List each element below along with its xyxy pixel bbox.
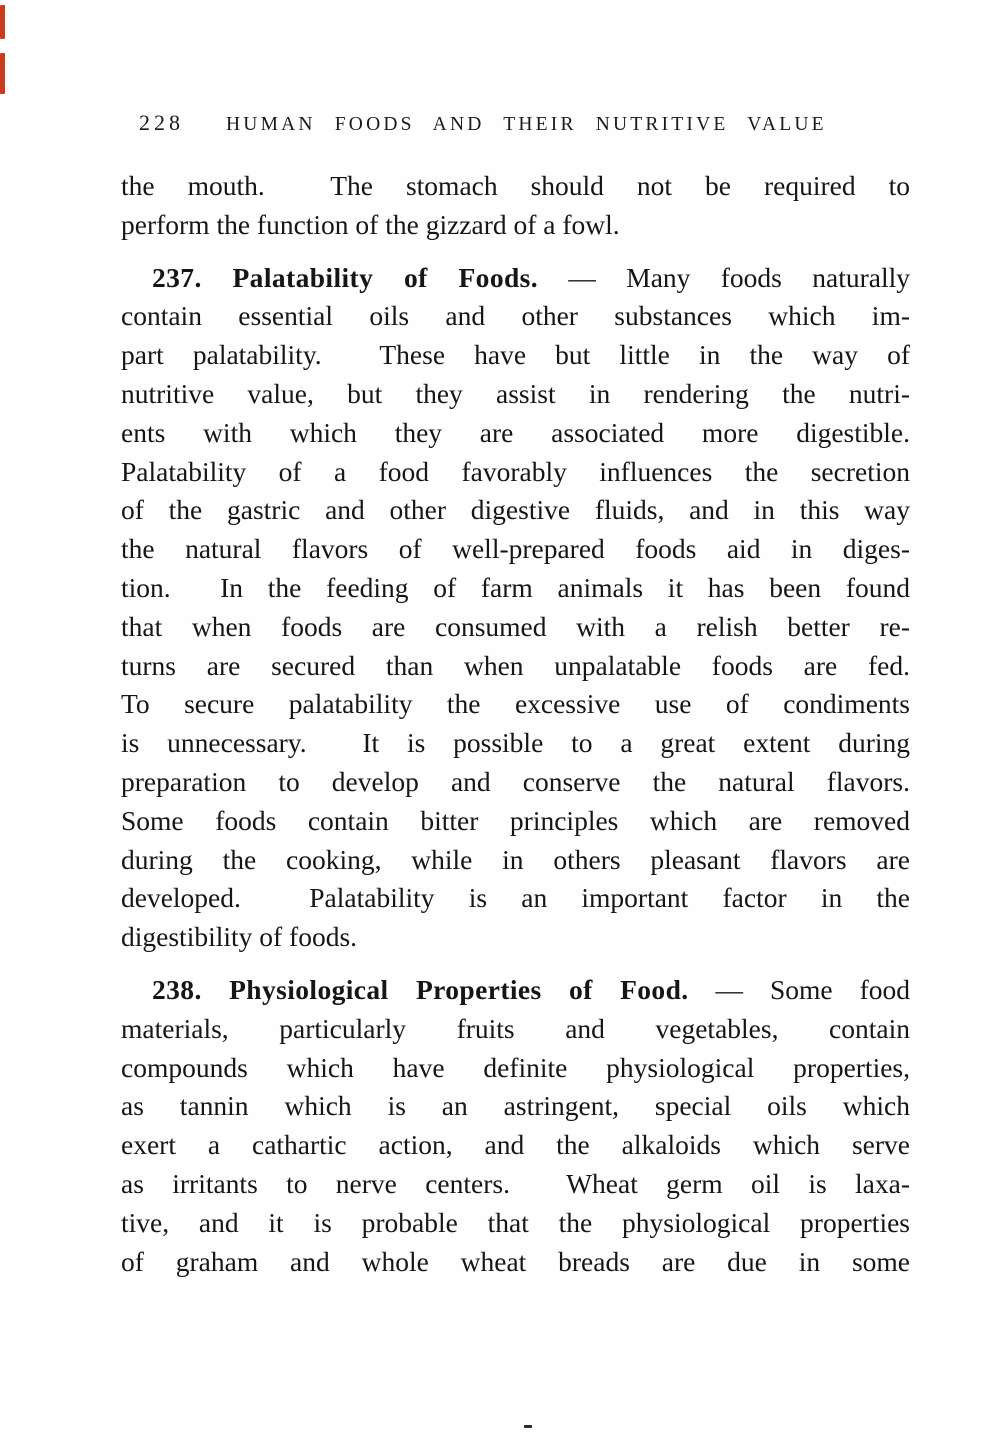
text-line: materials, particularly fruits and vegetables, contain <box>121 1012 910 1044</box>
text-line: ents with which they are associated more digestible. <box>121 416 910 448</box>
text-line: the natural flavors of well-prepared foods aid in diges- <box>121 533 910 565</box>
text-line: exert a cathartic action, and the alkaloids which serve <box>121 1129 910 1161</box>
text-line: during the cooking, while in others pleasant flavors are <box>121 843 910 875</box>
section-heading: 238. Physiological Properties of Food. <box>152 973 689 1005</box>
text-line: digestibility of foods. <box>121 921 358 953</box>
paragraph <box>121 167 910 245</box>
text-line: preparation to develop and conserve the natural flavors. <box>121 765 910 797</box>
page-number: 228 <box>139 110 184 135</box>
text-line: tion. In the feeding of farm animals it has been found <box>121 571 910 603</box>
text-line: of graham and whole wheat breads are due in some <box>121 1245 910 1277</box>
text-line: that when foods are consumed with a relish better re- <box>121 610 910 642</box>
text-line: contain essential oils and other substances which im- <box>121 300 910 332</box>
text-line: turns are secured than when unpalatable foods are fed. <box>121 649 910 681</box>
text-line: part palatability. These have but little in the way of <box>121 339 910 371</box>
text-line: perform the function of the gizzard of a fowl. <box>121 208 620 240</box>
text-line: developed. Palatability is an important factor in the <box>121 882 910 914</box>
scan-artifact-red-mark <box>0 53 5 94</box>
text-line: as irritants to nerve centers. Wheat germ oil is laxa- <box>121 1167 910 1199</box>
section-heading: 237. Palatability of Foods. <box>152 261 539 293</box>
text-line: tive, and it is probable that the physiological properties <box>121 1206 910 1238</box>
paragraph <box>121 259 910 957</box>
text-line: Some foods contain bitter principles which are removed <box>121 804 910 836</box>
scan-artifact-red-mark <box>0 5 5 39</box>
running-title: HUMAN FOODS AND THEIR NUTRITIVE VALUE <box>226 114 827 135</box>
text-line: compounds which have definite physiological properties, <box>121 1051 910 1083</box>
text-line: Palatability of a food favorably influences the secretion <box>121 455 910 487</box>
page-text <box>121 167 910 1281</box>
text-line: as tannin which is an astringent, special oils which <box>121 1090 910 1122</box>
paragraph <box>121 971 910 1281</box>
running-header <box>139 110 899 136</box>
text-line: To secure palatability the excessive use of condiments <box>121 688 910 720</box>
text-line: is unnecessary. It is possible to a great extent during <box>121 727 910 759</box>
text-line: 238. Physiological Properties of Food. — Some food <box>152 973 910 1005</box>
text-line: nutritive value, but they assist in rendering the nutri- <box>121 377 910 409</box>
text-line: of the gastric and other digestive fluids, and in this way <box>121 494 910 526</box>
text-line: the mouth. The stomach should not be required to <box>121 170 910 201</box>
text-line: 237. Palatability of Foods. — Many foods naturally <box>152 261 910 293</box>
scan-speck <box>524 1425 532 1428</box>
